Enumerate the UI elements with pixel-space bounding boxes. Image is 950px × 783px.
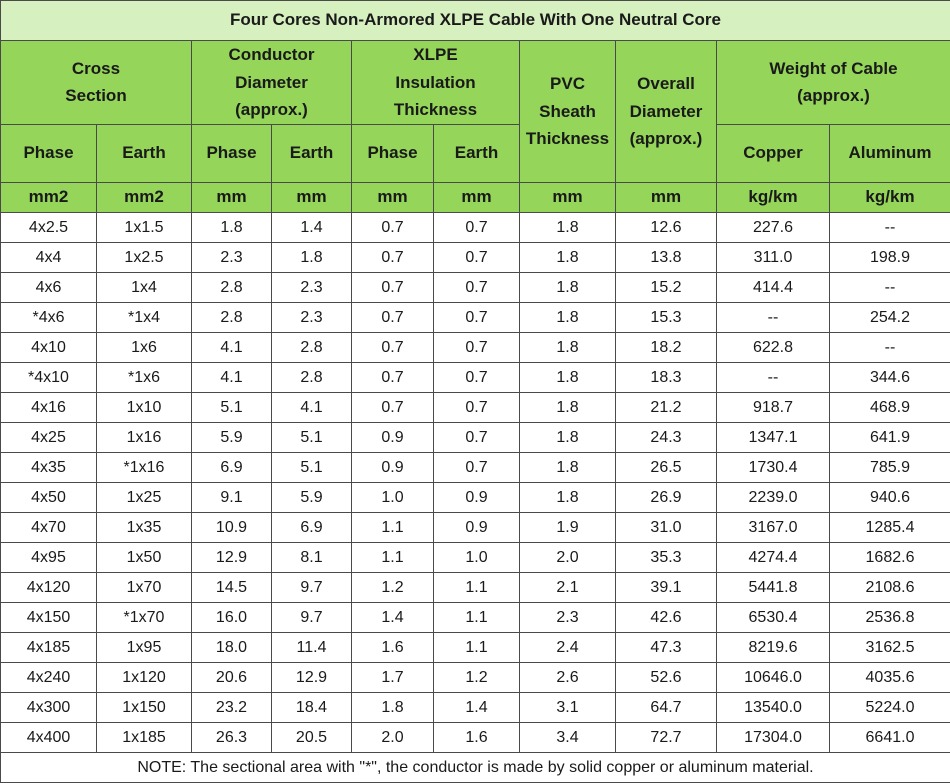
header-pvc-sheath [520,41,616,183]
unit-cell: mm [616,182,717,212]
table-cell: 1.8 [520,242,616,272]
table-row [1,692,950,722]
table-cell: 5224.0 [830,692,950,722]
units-row [1,182,950,212]
table-cell: 227.6 [717,212,830,242]
header-overall-line1: Overall [616,70,716,98]
table-cell: 8.1 [272,542,352,572]
table-cell: 2.8 [272,332,352,362]
table-cell: 0.7 [352,242,434,272]
table-cell: 20.6 [192,662,272,692]
table-cell: 3162.5 [830,632,950,662]
table-cell: 0.7 [352,212,434,242]
header-xlpe-thickness [352,41,520,125]
table-cell: 641.9 [830,422,950,452]
header-xlpe-line2: Insulation [352,69,519,97]
table-note: NOTE: The sectional area with "*", the conductor is made by solid copper or aluminum material. [1,752,950,782]
table-cell: 4035.6 [830,662,950,692]
table-cell: 17304.0 [717,722,830,752]
table-cell: 414.4 [717,272,830,302]
table-cell: 198.9 [830,242,950,272]
table-cell: 0.7 [352,302,434,332]
table-cell: 5.9 [192,422,272,452]
table-row [1,512,950,542]
header-conductor-line2: Diameter [192,69,351,97]
table-cell: 13.8 [616,242,717,272]
table-cell: 0.9 [352,452,434,482]
header-earth-cross: Earth [97,124,192,182]
table-cell: 18.3 [616,362,717,392]
table-cell: 0.7 [434,422,520,452]
table-row [1,332,950,362]
table-cell: 4x16 [1,392,97,422]
table-cell: *1x4 [97,302,192,332]
table-cell: 9.7 [272,572,352,602]
table-cell: 8219.6 [717,632,830,662]
table-cell: 1.8 [520,392,616,422]
header-overall-diameter [616,41,717,183]
table-cell: 72.7 [616,722,717,752]
header-pvc-line3: Thickness [520,125,615,153]
header-conductor-line1: Conductor [192,41,351,69]
table-cell: 0.7 [434,392,520,422]
table-row [1,662,950,692]
table-cell: 4x185 [1,632,97,662]
table-cell: 23.2 [192,692,272,722]
table-cell: 1.8 [520,272,616,302]
table-cell: 1x25 [97,482,192,512]
header-conductor-line3: (approx.) [192,96,351,124]
table-cell: 26.9 [616,482,717,512]
table-cell: 1.7 [352,662,434,692]
header-weight [717,41,950,125]
table-row [1,392,950,422]
table-cell: 2239.0 [717,482,830,512]
table-row [1,212,950,242]
table-cell: 1.1 [434,632,520,662]
table-cell: 1682.6 [830,542,950,572]
table-cell: 26.3 [192,722,272,752]
table-row [1,542,950,572]
table-cell: 6641.0 [830,722,950,752]
table-cell: 2.0 [352,722,434,752]
table-cell: 0.7 [434,332,520,362]
table-cell: 26.5 [616,452,717,482]
table-cell: -- [717,302,830,332]
table-cell: *4x6 [1,302,97,332]
table-cell: 1.8 [520,422,616,452]
table-cell: 0.7 [352,332,434,362]
table-cell: 2.3 [192,242,272,272]
table-cell: 16.0 [192,602,272,632]
table-cell: 35.3 [616,542,717,572]
table-cell: 4.1 [192,362,272,392]
table-cell: 2.6 [520,662,616,692]
table-cell: 4x2.5 [1,212,97,242]
table-row [1,362,950,392]
table-cell: 1x4 [97,272,192,302]
table-cell: 4x120 [1,572,97,602]
table-cell: 4x35 [1,452,97,482]
table-cell: 4x50 [1,482,97,512]
table-cell: 2.8 [192,302,272,332]
table-cell: 1.8 [520,212,616,242]
table-cell: 15.2 [616,272,717,302]
table-cell: 918.7 [717,392,830,422]
table-cell: 1.8 [520,362,616,392]
table-cell: 1.2 [352,572,434,602]
header-phase-conductor: Phase [192,124,272,182]
header-overall-line3: (approx.) [616,125,716,153]
table-row [1,722,950,752]
table-cell: 0.9 [434,482,520,512]
table-cell: 6.9 [192,452,272,482]
table-cell: 1x185 [97,722,192,752]
table-cell: 18.0 [192,632,272,662]
table-cell: *4x10 [1,362,97,392]
table-cell: 0.7 [352,362,434,392]
table-cell: 1.8 [192,212,272,242]
table-cell: -- [717,362,830,392]
table-cell: 5.1 [272,452,352,482]
table-cell: 4x95 [1,542,97,572]
table-cell: 2.8 [272,362,352,392]
unit-cell: mm2 [97,182,192,212]
table-cell: 1x120 [97,662,192,692]
table-cell: 20.5 [272,722,352,752]
table-cell: 24.3 [616,422,717,452]
unit-cell: mm2 [1,182,97,212]
table-cell: 1.6 [352,632,434,662]
header-copper: Copper [717,124,830,182]
table-cell: 1x95 [97,632,192,662]
table-cell: 10.9 [192,512,272,542]
table-cell: 1.8 [272,242,352,272]
table-cell: 4274.4 [717,542,830,572]
table-cell: 4.1 [272,392,352,422]
table-cell: 940.6 [830,482,950,512]
table-cell: 1x70 [97,572,192,602]
table-cell: 3.4 [520,722,616,752]
table-cell: 622.8 [717,332,830,362]
table-cell: 1x6 [97,332,192,362]
table-cell: 1.1 [434,602,520,632]
unit-cell: mm [434,182,520,212]
table-cell: 1.8 [520,302,616,332]
table-cell: 2.3 [272,302,352,332]
header-earth-conductor: Earth [272,124,352,182]
table-cell: 0.9 [352,422,434,452]
table-cell: *1x16 [97,452,192,482]
table-cell: 31.0 [616,512,717,542]
table-cell: 2.3 [520,602,616,632]
table-row [1,482,950,512]
table-cell: 1.2 [434,662,520,692]
table-cell: 1730.4 [717,452,830,482]
header-earth-xlpe: Earth [434,124,520,182]
header-row-1 [1,41,950,125]
table-row [1,452,950,482]
table-cell: 6530.4 [717,602,830,632]
title-row [1,1,950,41]
table-row [1,422,950,452]
table-cell: 2.1 [520,572,616,602]
header-conductor-diameter [192,41,352,125]
table-cell: 0.7 [434,362,520,392]
header-overall-line2: Diameter [616,98,716,126]
table-cell: 5.1 [192,392,272,422]
table-cell: 4x6 [1,272,97,302]
table-cell: 0.7 [434,302,520,332]
table-cell: 4.1 [192,332,272,362]
table-cell: 1.4 [352,602,434,632]
unit-cell: mm [352,182,434,212]
header-pvc-line1: PVC [520,70,615,98]
table-cell: 12.9 [192,542,272,572]
table-cell: 1x2.5 [97,242,192,272]
table-cell: 2.3 [272,272,352,302]
table-cell: -- [830,332,950,362]
table-cell: 1x1.5 [97,212,192,242]
table-cell: 18.4 [272,692,352,722]
table-cell: 11.4 [272,632,352,662]
table-cell: 1347.1 [717,422,830,452]
table-cell: 9.1 [192,482,272,512]
table-cell: 0.9 [434,512,520,542]
table-row [1,242,950,272]
table-cell: 1.6 [434,722,520,752]
table-cell: 4x4 [1,242,97,272]
table-cell: 1.8 [520,332,616,362]
header-xlpe-line3: Thickness [352,96,519,124]
table-cell: 12.9 [272,662,352,692]
table-cell: 47.3 [616,632,717,662]
table-cell: 52.6 [616,662,717,692]
table-cell: 4x240 [1,662,97,692]
table-row [1,572,950,602]
table-cell: 9.7 [272,602,352,632]
table-cell: 2.0 [520,542,616,572]
table-cell: 344.6 [830,362,950,392]
table-cell: 4x400 [1,722,97,752]
table-cell: 1.8 [352,692,434,722]
table-row [1,302,950,332]
table-cell: 1.0 [434,542,520,572]
header-cross-section-line2: Section [1,82,191,110]
table-cell: 4x150 [1,602,97,632]
table-cell: 14.5 [192,572,272,602]
table-cell: 0.7 [352,272,434,302]
table-row [1,602,950,632]
table-cell: 2.8 [192,272,272,302]
table-cell: 785.9 [830,452,950,482]
header-weight-line2: (approx.) [717,82,950,110]
header-phase-xlpe: Phase [352,124,434,182]
table-cell: 1.1 [352,512,434,542]
table-cell: 3167.0 [717,512,830,542]
header-row-3 [1,124,950,182]
table-cell: 10646.0 [717,662,830,692]
table-cell: *1x70 [97,602,192,632]
table-cell: 254.2 [830,302,950,332]
header-cross-section-line1: Cross [1,55,191,83]
table-cell: 5.9 [272,482,352,512]
table-row [1,272,950,302]
table-cell: 5.1 [272,422,352,452]
table-cell: 42.6 [616,602,717,632]
table-cell: 1x35 [97,512,192,542]
table-cell: 1.8 [520,452,616,482]
header-xlpe-line1: XLPE [352,41,519,69]
table-cell: 15.3 [616,302,717,332]
table-cell: 0.7 [434,452,520,482]
unit-cell: kg/km [830,182,950,212]
table-cell: 12.6 [616,212,717,242]
table-cell: 4x10 [1,332,97,362]
table-cell: 4x300 [1,692,97,722]
table-cell: 3.1 [520,692,616,722]
table-cell: 1x150 [97,692,192,722]
table-cell: 1.9 [520,512,616,542]
table-cell: 39.1 [616,572,717,602]
header-cross-section [1,41,192,125]
table-cell: 2108.6 [830,572,950,602]
table-cell: *1x6 [97,362,192,392]
header-aluminum: Aluminum [830,124,950,182]
table-cell: 0.7 [434,212,520,242]
table-cell: 1.4 [434,692,520,722]
table-row [1,632,950,662]
table-cell: 1.1 [352,542,434,572]
table-cell: 0.7 [352,392,434,422]
table-cell: 1x50 [97,542,192,572]
header-phase-cross: Phase [1,124,97,182]
table-cell: 13540.0 [717,692,830,722]
header-weight-line1: Weight of Cable [717,55,950,83]
table-cell: 5441.8 [717,572,830,602]
table-cell: 6.9 [272,512,352,542]
header-pvc-line2: Sheath [520,98,615,126]
table-cell: 0.7 [434,272,520,302]
table-title: Four Cores Non-Armored XLPE Cable With One Neutral Core [1,1,950,41]
table-cell: -- [830,212,950,242]
table-cell: 1.4 [272,212,352,242]
table-cell: 1.0 [352,482,434,512]
table-cell: -- [830,272,950,302]
table-cell: 468.9 [830,392,950,422]
table-cell: 4x25 [1,422,97,452]
table-cell: 1.1 [434,572,520,602]
table-cell: 311.0 [717,242,830,272]
table-cell: 1x16 [97,422,192,452]
table-cell: 4x70 [1,512,97,542]
table-cell: 1285.4 [830,512,950,542]
table-cell: 0.7 [434,242,520,272]
table-cell: 2.4 [520,632,616,662]
unit-cell: mm [272,182,352,212]
table-cell: 2536.8 [830,602,950,632]
unit-cell: kg/km [717,182,830,212]
unit-cell: mm [520,182,616,212]
table-cell: 18.2 [616,332,717,362]
table-cell: 21.2 [616,392,717,422]
unit-cell: mm [192,182,272,212]
table-cell: 64.7 [616,692,717,722]
table-cell: 1.8 [520,482,616,512]
table-cell: 1x10 [97,392,192,422]
